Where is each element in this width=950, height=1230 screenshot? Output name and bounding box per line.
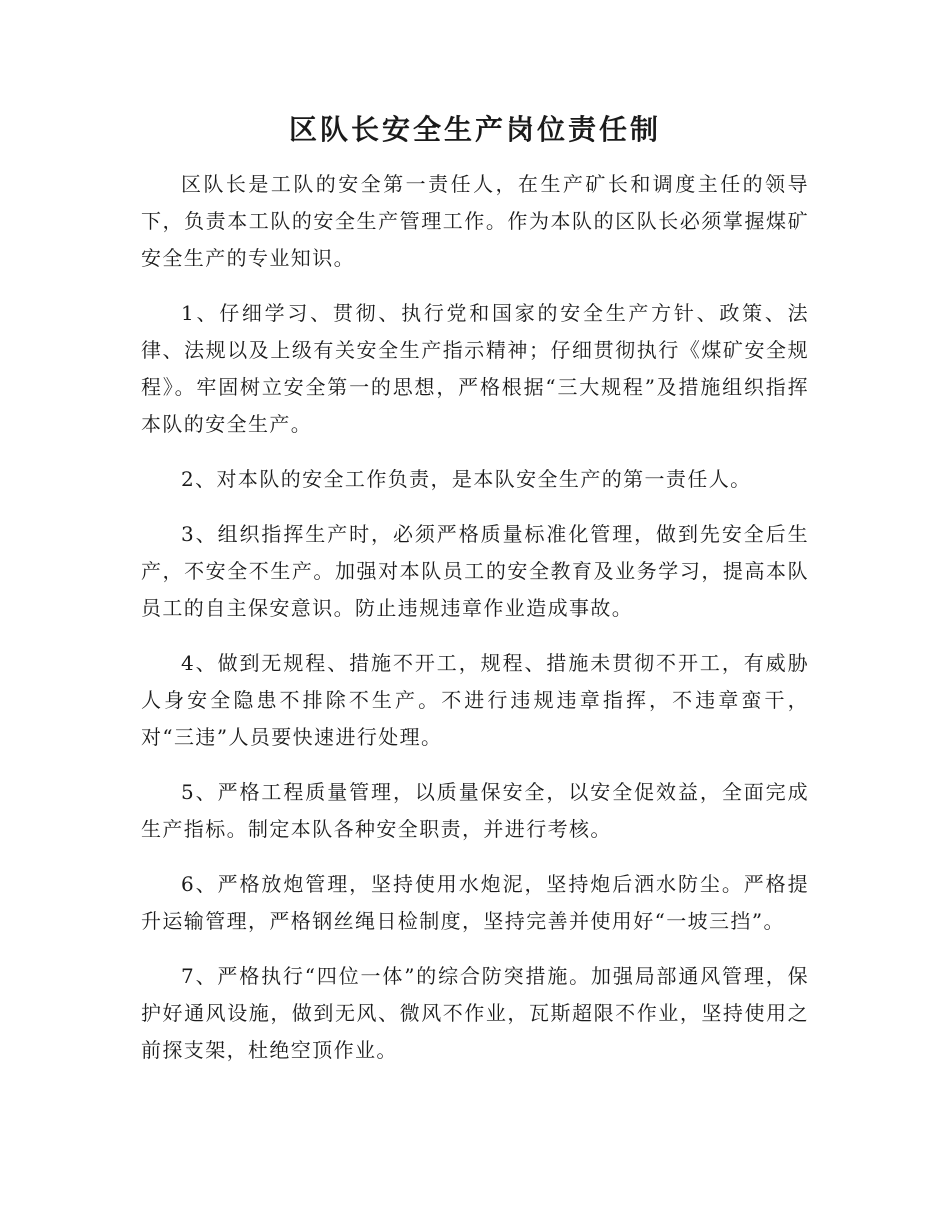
duty-item-3: 3、组织指挥生产时，必须严格质量标准化管理，做到先安全后生产，不安全不生产。加强对本队员工的安全教育及业务学习，提高本队员工的自主保安意识。防止违规违章作业造成事故。 (141, 522, 809, 620)
intro-paragraph: 区队长是工队的安全第一责任人，在生产矿长和调度主任的领导下，负责本工队的安全生产管理工作。作为本队的区队长必须掌握煤矿安全生产的专业知识。 (141, 172, 809, 270)
document-title: 区队长安全生产岗位责任制 (288, 113, 661, 146)
duty-item-6: 6、严格放炮管理，坚持使用水炮泥，坚持炮后洒水防尘。严格提升运输管理，严格钢丝绳日检制度，坚持完善并使用好“一坡三挡”。 (141, 872, 809, 933)
duty-item-2: 2、对本队的安全工作负责，是本队安全生产的第一责任人。 (181, 467, 752, 491)
duty-item-1: 1、仔细学习、贯彻、执行党和国家的安全生产方针、政策、法律、法规以及上级有关安全生产指示精神；仔细贯彻执行《煤矿安全规程》。牢固树立安全第一的思想，严格根据“三大规程”及措施组织指挥本队的安全生产。 (141, 301, 809, 436)
duty-item-7: 7、严格执行“四位一体”的综合防突措施。加强局部通风管理，保护好通风设施，做到无风、微风不作业，瓦斯超限不作业，坚持使用之前探支架，杜绝空顶作业。 (141, 964, 809, 1062)
duty-item-5: 5、严格工程质量管理，以质量保安全，以安全促效益，全面完成生产指标。制定本队各种安全职责，并进行考核。 (141, 780, 809, 841)
document-page (141, 108, 809, 1087)
duty-item-4: 4、做到无规程、措施不开工，规程、措施未贯彻不开工，有威胁人身安全隐患不排除不生产。不进行违规违章指挥，不违章蛮干，对“三违”人员要快速进行处理。 (141, 651, 809, 749)
